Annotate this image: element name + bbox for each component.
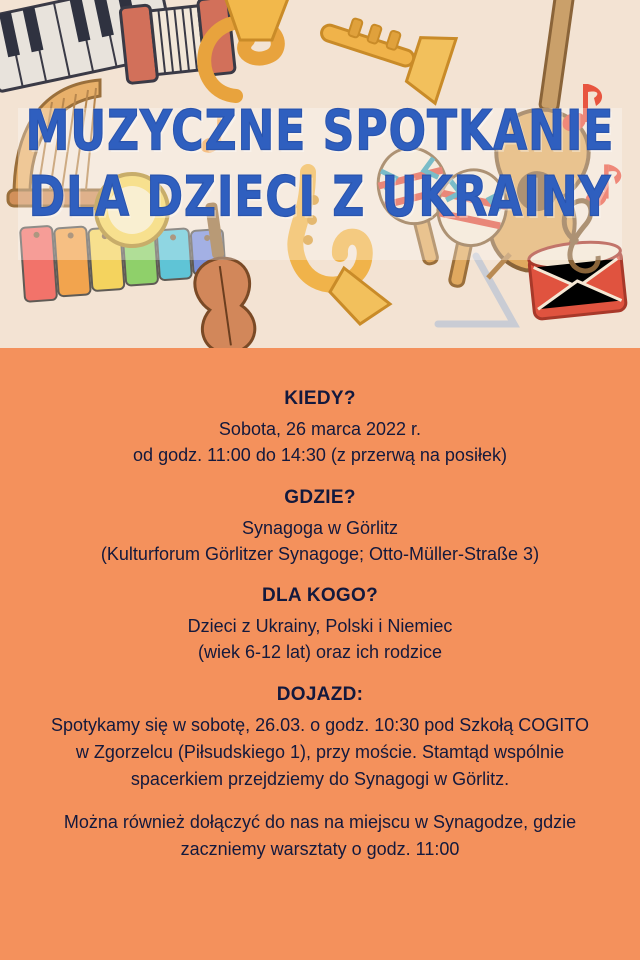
section-heading: GDZIE? — [284, 486, 356, 508]
title-line-1: MUZYCZNE SPOTKANIE — [25, 99, 615, 164]
section-line: spacerkiem przejdziemy do Synagogi w Görlitz. — [130, 768, 510, 789]
section-heading: KIEDY? — [284, 388, 356, 409]
section-line: zaczniemy warsztaty o godz. 11:00 — [180, 838, 460, 859]
section-line: Synagoga w Görlitz — [241, 517, 399, 538]
section-heading: DLA KOGO? — [262, 585, 378, 607]
section-line: Można również dołączyć do nas na miejscu w Synagodze, gdzie — [63, 811, 577, 832]
hero-illustration-band — [0, 0, 640, 348]
section-heading: DOJAZD: — [276, 683, 364, 705]
section-line: Spotykamy się w sobotę, 26.03. o godz. 10:30 pod Szkołą COGITO — [51, 714, 589, 735]
section-gdzie — [0, 487, 640, 568]
spacer — [0, 793, 640, 809]
section-line: (Kulturforum Görlitzer Synagoge; Otto-Müller-Straße 3) — [100, 543, 540, 564]
section-line: w Zgorzelcu (Piłsudskiego 1), przy moście. Stamtąd wspólnie — [75, 741, 565, 762]
accordion-icon — [120, 0, 235, 84]
section-dojazd — [0, 684, 640, 863]
section-line: (wiek 6-12 lat) oraz ich rodzice — [197, 642, 443, 663]
section-kiedy — [0, 388, 640, 469]
poster-body — [0, 348, 640, 960]
section-dla-kogo — [0, 585, 640, 666]
poster-title — [0, 99, 640, 237]
section-line: Sobota, 26 marca 2022 r. — [218, 419, 422, 439]
section-line: Dzieci z Ukrainy, Polski i Niemiec — [187, 616, 453, 637]
section-line: od godz. 11:00 do 14:30 (z przerwą na posiłek) — [133, 445, 507, 466]
title-line-2: DLA DZIECI Z UKRAINY — [28, 165, 612, 230]
